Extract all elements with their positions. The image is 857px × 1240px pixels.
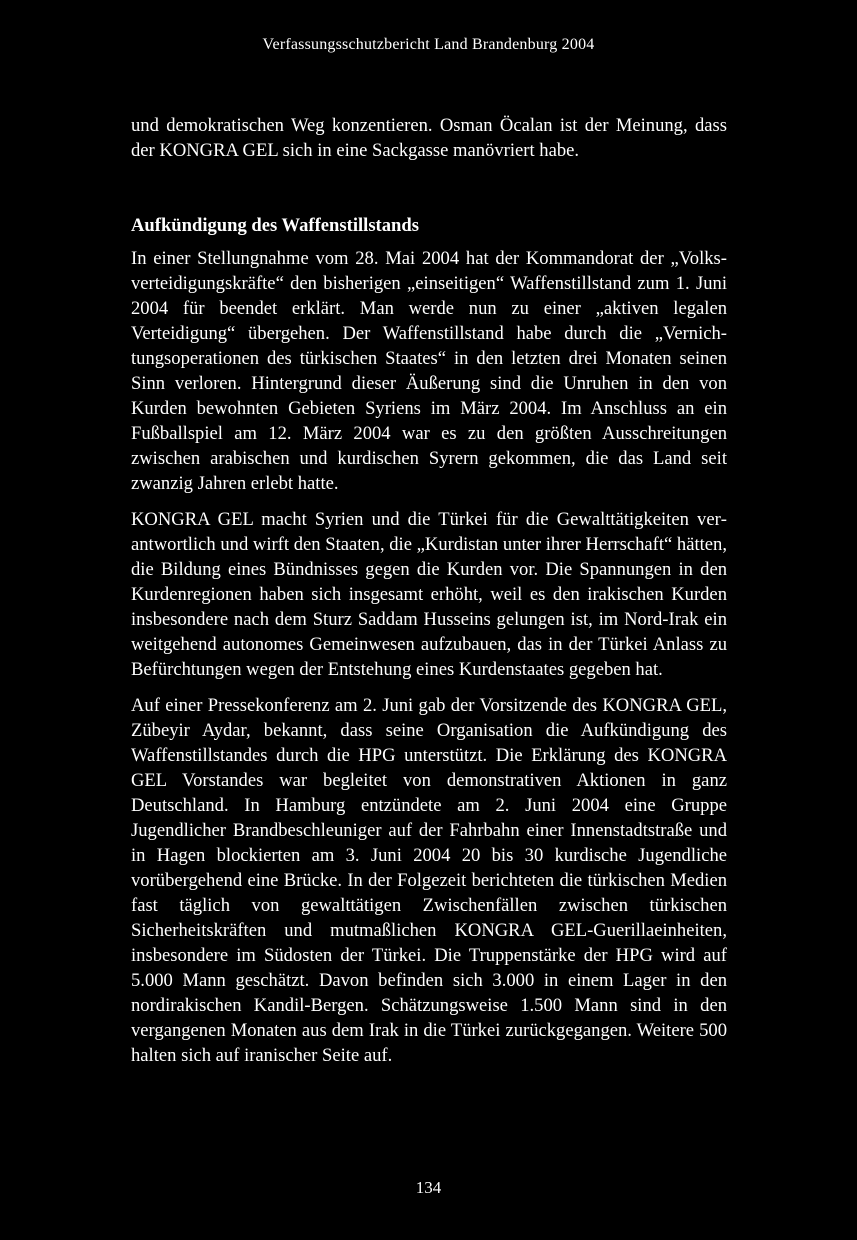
paragraph-press-conference: Auf einer Pressekonferenz am 2. Juni gab der Vorsitzende des KONGRA GEL, Zübeyir Aydar, bekannt, dass seine Organisation die Aufkündigung des Waffenstillstandes durch die HPG unterstützt. Die Erklärung des KONGRA GEL Vorstandes war begleitet von demonstrativen Aktionen in ganz Deutschland. In Hamburg entzündete am 2. Juni 2004 eine Gruppe Jugendlicher Brandbeschleuniger auf der Fahrbahn einer Innenstadtstraße und in Hagen blockierten am 3. Juni 2004 20 bis 30 kurdische Jugendliche vorübergehend eine Brücke. In der Folgezeit berichteten die türkischen Medien fast täglich von gewalttätigen Zwischenfällen zwischen türkischen Sicherheitskräften und mutmaßlichen KONGRA GEL-Guerillaeinheiten, insbesondere im Südosten der Türkei. Die Truppenstärke der HPG wird auf 5.000 Mann geschätzt. Davon befinden sich 3.000 in einem Lager in den nordirakischen Kandil-Bergen. Schätzungsweise 1.500 Mann sind in den vergangenen Monaten aus dem Irak in die Türkei zurückgegangen. Weitere 500 halten sich auf iranischer Seite auf. — [131, 695, 727, 1066]
running-header: Verfassungsschutzbericht Land Brandenburg 2004 — [262, 36, 595, 53]
lead-paragraph: und demokratischen Weg konzentieren. Osman Öcalan ist der Meinung, dass der KONGRA GEL sich in eine Sackgasse manövriert habe. — [131, 115, 727, 161]
section-heading: Aufkündigung des Waffenstillstands — [131, 215, 419, 236]
paragraph-syria-turkey: KONGRA GEL macht Syrien und die Türkei für die Gewalttätigkeiten verantwortlich und wirft den Staaten, die „Kurdistan unter ihrer Herrschaft“ hätten, die Bildung eines Bündnisses gegen die Kurden vor. Die Spannungen in den Kurdenregionen haben sich insgesamt erhöht, weil es den irakischen Kurden insbesondere nach dem Sturz Saddam Husseins gelungen ist, im Nord-Irak ein weitgehend autonomes Gemeinwesen aufzubauen, das in der Türkei Anlass zu Befürchtungen wegen der Entstehung eines Kurdenstaates gegeben hat. — [131, 509, 727, 680]
page-number: 134 — [415, 1178, 442, 1197]
page-body — [131, 113, 727, 1079]
paragraph-ceasefire-statement: In einer Stellungnahme vom 28. Mai 2004 hat der Kommandorat der „Volksverteidigungskräfte“ den bisherigen „einseitigen“ Waffenstillstand zum 1. Juni 2004 für beendet erklärt. Man werde nun zu einer „aktiven legalen Verteidigung“ übergehen. Der Waffenstillstand habe durch die „Vernichtungsoperationen des türkischen Staates“ in den letzten drei Monaten seinen Sinn verloren. Hintergrund dieser Äußerung sind die Unruhen in den von Kurden bewohnten Gebieten Syriens im März 2004. Im Anschluss an ein Fußballspiel am 12. März 2004 war es zu den größten Ausschreitungen zwischen arabischen und kurdischen Syrern gekommen, die das Land seit zwanzig Jahren erlebt hatte. — [131, 248, 727, 494]
